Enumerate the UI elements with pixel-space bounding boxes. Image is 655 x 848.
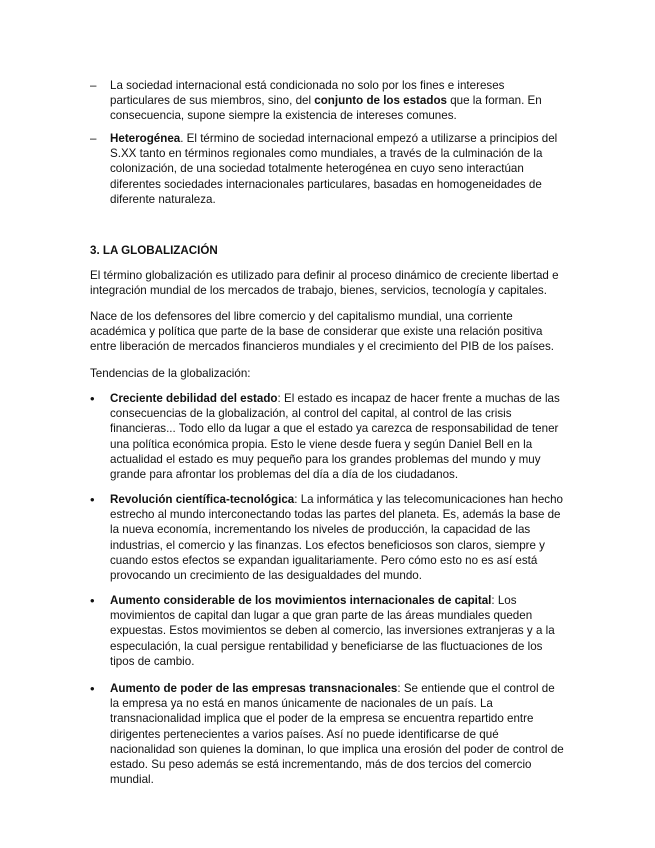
- bullet-tech-revolution: [110, 492, 565, 583]
- section-heading: 3. LA GLOBALIZACIÓN: [90, 244, 218, 257]
- paragraph-tendencies-intro: Tendencias de la globalización:: [90, 367, 251, 380]
- bullet-state-weakness: [110, 391, 565, 482]
- dash-item-text: que la forman. En consecuencia, supone siempre la existencia de intereses comunes.: [110, 94, 542, 123]
- dash-item-text: La sociedad internacional está condicionada no solo por los fines e intereses particulares de sus miembros, sino, del: [110, 79, 505, 108]
- bullet-text: : Se entiende que el control de la empresa ya no está en manos únicamente de nacionales de un país. La transnacionalidad implica que el poder de la empresa se encuentra repartido entre dirigentes pertenecientes a varios países. Así no puede identificarse de qué nacionalidad son quienes la dominan, lo que implica una erosión del poder de control de estado. Su peso además se está incrementando, más de dos tercios del comercio mundial.: [110, 682, 564, 787]
- paragraph-definition: El término globalización es utilizado para definir al proceso dinámico de creciente libertad e integración mundial de los mercados de trabajo, bienes, servicios, tecnología y capitales.: [90, 269, 559, 298]
- dash-marker: –: [90, 79, 97, 92]
- paragraph-origin: Nace de los defensores del libre comercio y del capitalismo mundial, una corriente académica y política que parte de la base de considerar que existe una relación positiva entre liberación de mercados financieros mundiales y el crecimiento del PIB de los países.: [90, 310, 554, 354]
- bullet-text: : La informática y las telecomunicaciones han hecho estrecho al mundo interconectando todas las partes del planeta. Es, además la base de la nueva economía, incrementando los niveles de producción, la capacidad de las industrias, el comercio y las finanzas. Los efectos beneficiosos son claros, siempre y cuando estos efectos se expandan igualitariamente. Pero cómo esto no es así está provocando un crecimiento de las desigualdades del mundo.: [110, 493, 563, 583]
- bullet-bold: Aumento considerable de los movimientos internacionales de capital: [110, 594, 492, 607]
- bullet-bold: Revolución científica-tecnológica: [110, 493, 295, 506]
- bullet-text: : Los movimientos de capital dan lugar a que gran parte de las áreas mundiales queden expuestas. Estos movimientos se deben al comercio, las inversiones extranjeras y a la especulación, la cual persigue rentabilidad y beneficiarse de las fluctuaciones de los tipos de cambio.: [110, 594, 555, 668]
- dash-item-heterogeneous: [110, 131, 565, 207]
- bullet-bold: Aumento de poder de las empresas transnacionales: [110, 682, 398, 695]
- bullet-text: : El estado es incapaz de hacer frente a muchas de las consecuencias de la globalización, al control del capital, al control de las crisis financieras... Todo ello da lugar a que el estado ya carezca de responsabilidad de tener una política económica propia. Esto le viene desde fuera y según Daniel Bell en la actualidad el estado es muy pequeño para los grandes problemas del mundo y muy grande para afrontar los problemas del día a día de los ciudadanos.: [110, 392, 560, 482]
- bullet-marker: •: [90, 593, 95, 608]
- dash-marker: –: [90, 132, 97, 145]
- dash-item-bold: Heterogénea: [110, 132, 181, 145]
- bullet-marker: •: [90, 681, 95, 696]
- bullet-transnational-companies: [110, 681, 565, 787]
- dash-item-bold: conjunto de los estados: [314, 94, 447, 108]
- bullet-marker: •: [90, 492, 95, 507]
- bullet-bold: Creciente debilidad del estado: [110, 392, 278, 405]
- dash-item-text: . El término de sociedad internacional empezó a utilizarse a principios del S.XX tanto en términos regionales como mundiales, a través de la culminación de la colonización, de una sociedad totalmente heterogénea en cuyo seno interactúan diferentes sociedades internacionales particulares, basadas en homogeneidades de diferente naturaleza.: [110, 132, 558, 206]
- bullet-capital-movements: [110, 593, 565, 669]
- bullet-marker: •: [90, 391, 95, 406]
- dash-item-common-interests: [110, 78, 565, 124]
